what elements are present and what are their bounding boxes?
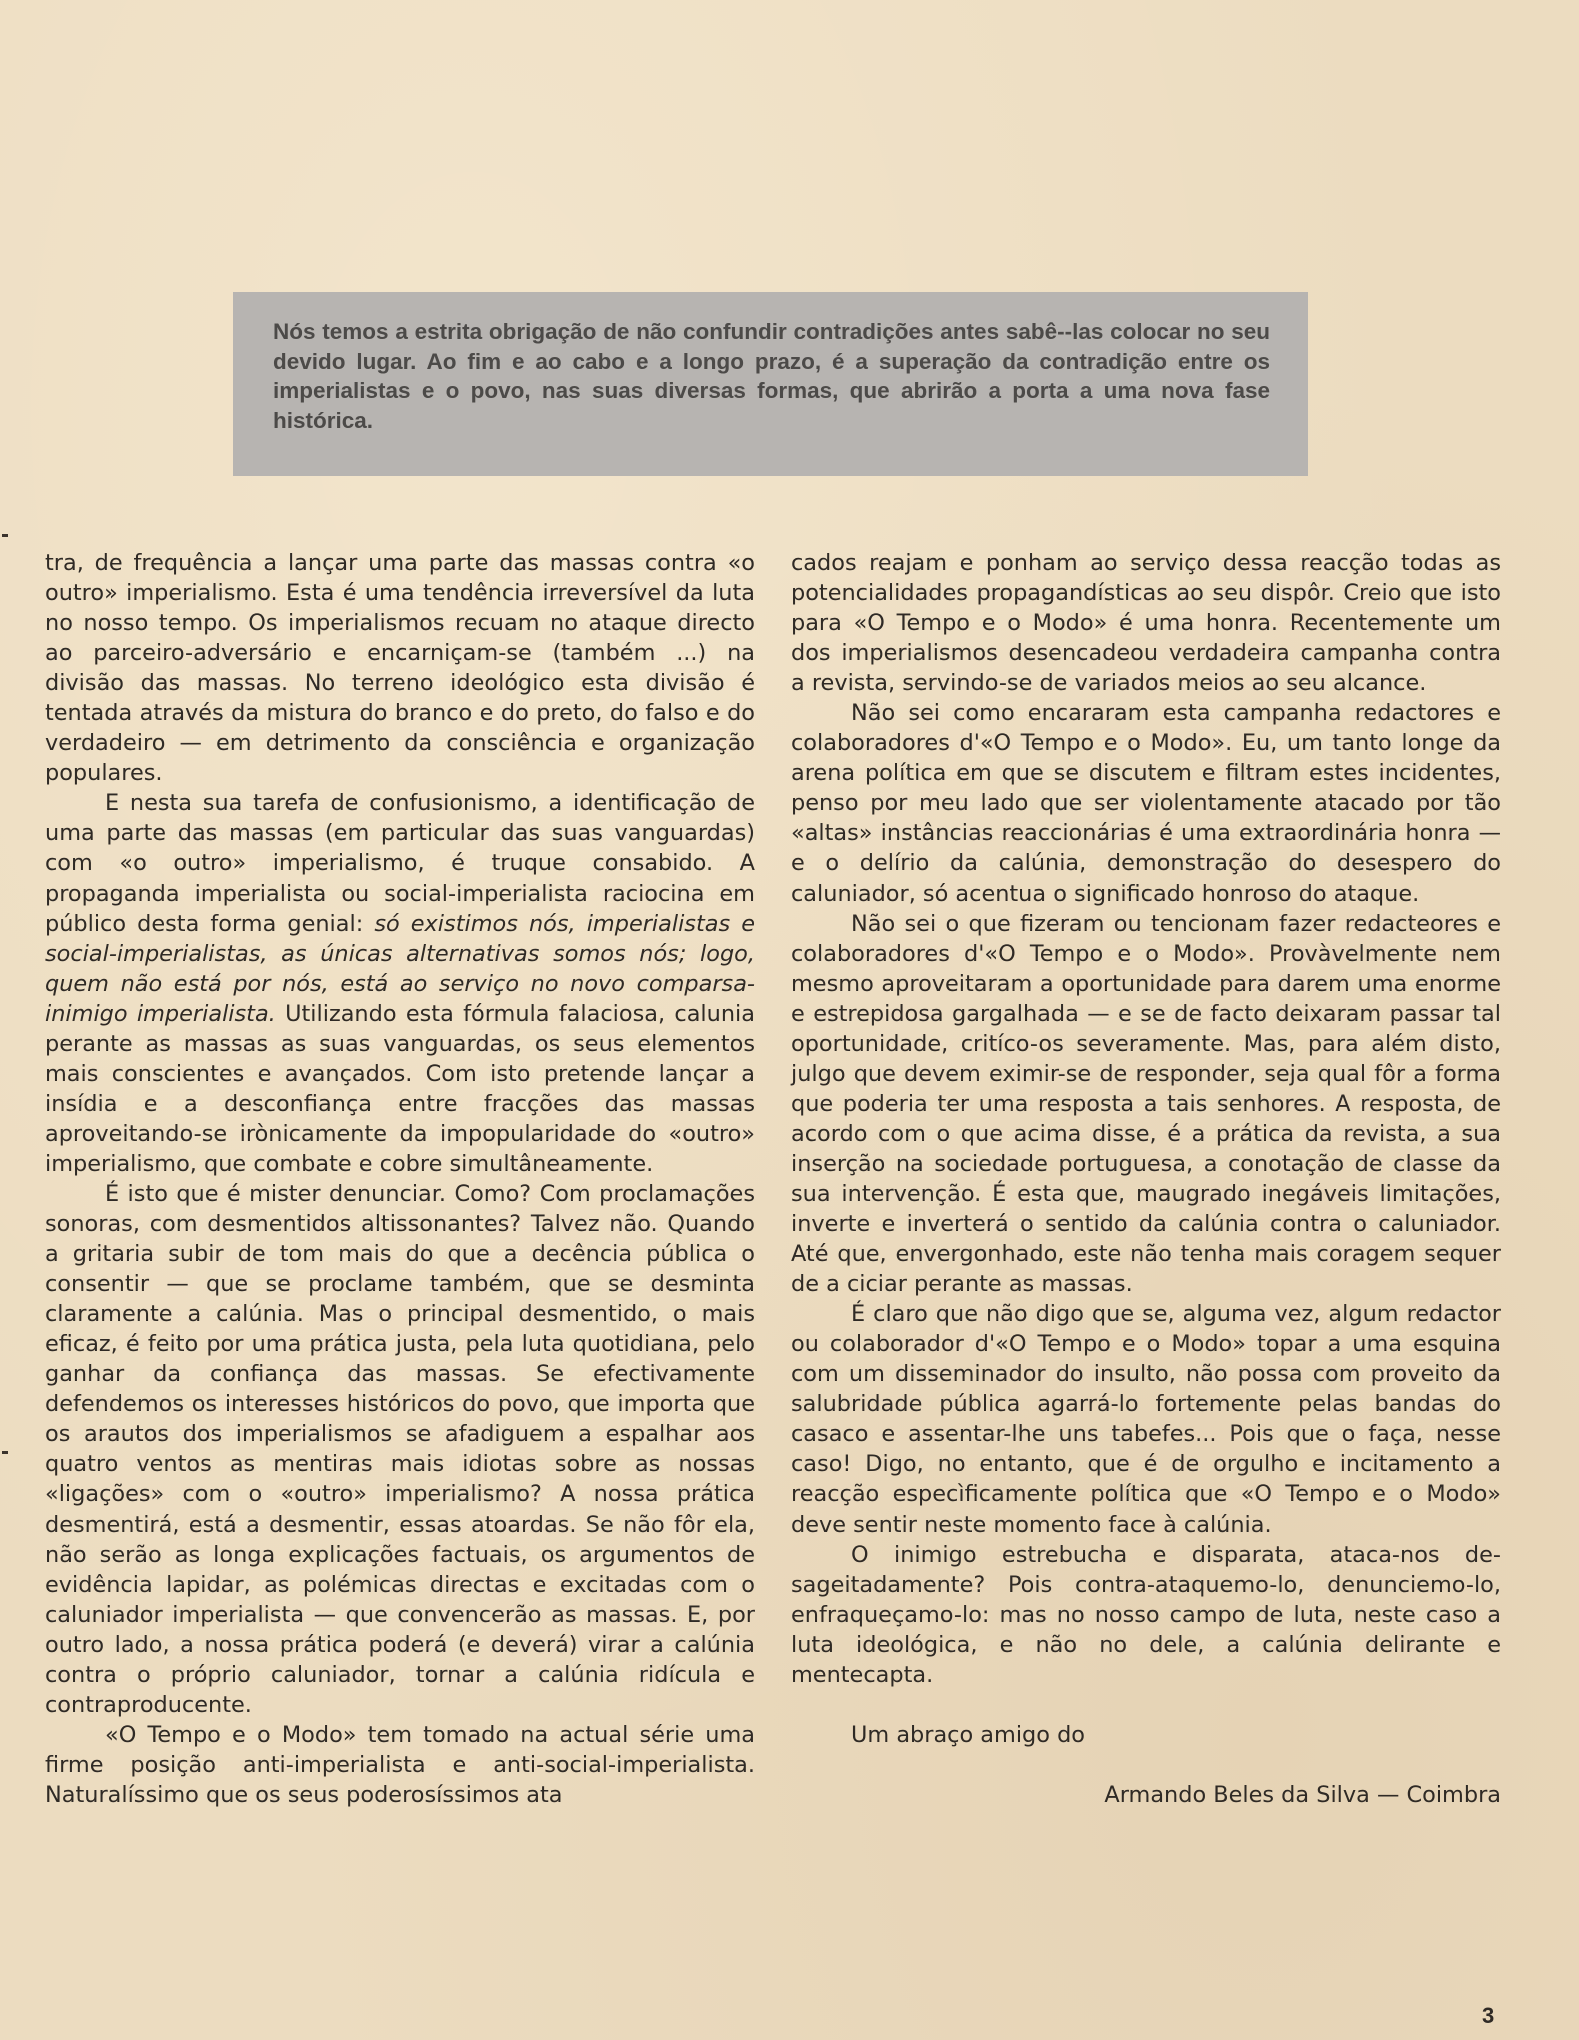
left-column [45,548,755,1810]
left-paragraph-1: tra, de frequência a lançar uma parte das massas contra «o outro» imperialismo. Esta é uma tendência irreversível da luta no nosso tempo. Os imperialismos recuam no ataque directo ao parceiro-adversário e encarniçam-se (também ...) na divisão das massas. No terreno ideológico esta divisão é tentada através da mistura do branco e do preto, do falso e do verdadeiro — em detrimento da consciência e organização populares. [45,550,755,787]
right-paragraph-4: É claro que não digo que se, alguma vez, algum redactor ou colaborador d'«O Tempo e o Modo» topar a uma esquina com um disseminador do insulto, não possa com proveito da salubridade pública agarrá-lo fortemente pelas bandas do casaco e assentar-lhe uns tabefes... Pois que o faça, nesse caso! Digo, no entanto, que é de orgulho e incitamento a reacção especìficamente política que «O Tempo e o Modo» deve sentir neste momento face à calúnia. [791,1301,1501,1538]
left-paragraph-2-end: Utilizando esta fórmula falaciosa, calunia perante as massas as suas vanguardas, os seus elementos mais conscientes e avançados. Com isto pretende lançar a insídia e a desconfiança entre fracções das massas aproveitando-se irònicamente da impopularidade do «outro» imperialismo, que combate e cobre simultâneamente. [45,1000,755,1177]
right-paragraph-2: Não sei como encararam esta campanha redactores e colaboradores d'«O Tempo e o Modo». Eu, um tanto longe da arena política em que se discutem e filtram estes incidentes, penso por meu lado que ser violentamente atacado por tão «altas» instâncias reaccionárias é uma extraordinária honra — e o delírio da calúnia, demonstração do desespero do caluniador, só acentua o significado honroso do ataque. [791,700,1501,907]
margin-mark-bottom [2,1451,8,1454]
right-column [791,548,1501,1810]
left-paragraph-2 [45,788,755,1179]
right-paragraph-1: cados reajam e ponham ao serviço dessa reacção todas as potencialidades propagandísticas ao seu dispôr. Creio que isto para «O Tempo e o Modo» é uma honra. Recentemente um dos imperialismos desencadeou verdadeira campanha contra a revista, servindo-se de variados meios ao seu alcance. [791,550,1501,697]
margin-mark-top [2,534,8,537]
left-paragraph-3: É isto que é mister denunciar. Como? Com proclamações sonoras, com desmentidos altissonantes? Talvez não. Quando a gritaria subir de tom mais do que a decência pública o consentir — que se proclame também, que se desminta claramente a calúnia. Mas o principal desmentido, o mais eficaz, é feito por uma prática justa, pela luta quotidiana, pelo ganhar da confiança das massas. Se efectivamente defendemos os interesses históricos do povo, que importa que os arautos dos imperialismos se afadiguem a espalhar aos quatro ventos as mentiras mais idiotas sobre as nossas «ligações» com o «outro» imperialismo? A nossa prática desmentirá, está a desmentir, essas atoardas. Se não fôr ela, não serão as longa explicações factuais, os argumentos de evidência lapidar, as polémicas directas e excitadas com o caluniador imperialista — que convencerão as massas. E, por outro lado, a nossa prática poderá (e deverá) virar a calúnia contra o próprio caluniador, tornar a calúnia ridícula e contraproducente. [45,1180,755,1718]
pull-quote-text: Nós temos a estrita obrigação de não confundir contradições antes sabê--las colocar no seu devido lugar. Ao fim e ao cabo e a longo prazo, é a superação da contradição entre os imperialistas e o povo, nas suas diversas formas, que abrirão a porta a uma nova fase histórica. [273,319,1270,433]
left-paragraph-4: «O Tempo e o Modo» tem tomado na actual série uma firme posição anti-imperialista e anti-social-imperialista. Naturalíssimo que os seus poderosíssimos ata [45,1721,755,1808]
closing-salutation: Um abraço amigo do [851,1721,1085,1748]
left-paragraph-2-italic: só existimos nós, imperialistas e social-imperialistas, as únicas alternativas somos nós; logo, quem não está por nós, está ao serviço no novo comparsa-inimigo imperialista. [45,910,755,1027]
right-paragraph-5: O inimigo estrebucha e disparata, ataca-nos desageitadamente? Pois contra-ataquemo-lo, denunciemo-lo, enfraqueçamo-lo: mas no nosso campo de luta, neste caso a luta ideológica, e não no dele, a calúnia delirante e mentecapta. [791,1541,1501,1688]
right-paragraph-3: Não sei o que fizeram ou tencionam fazer redacteores e colaboradores d'«O Tempo e o Modo». Provàvelmente nem mesmo aproveitaram a oportunidade para darem uma enorme e estrepidosa gargalhada — e se de facto deixaram passar tal oportunidade, critíco-os severamente. Mas, para além disto, julgo que devem eximir-se de responder, seja qual fôr a forma que poderia ter uma resposta a tais senhores. A resposta, de acordo com o que acima disse, é a prática da revista, a sua inserção na sociedade portuguesa, a conotação de classe da sua intervenção. É esta que, maugrado inegáveis limitações, inverte e inverterá o sentido da calúnia contra o caluniador. Até que, envergonhado, este não tenha mais coragem sequer de a ciciar perante as massas. [791,910,1501,1298]
pull-quote-box [233,292,1308,476]
signature: Armando Beles da Silva — Coimbra [1104,1781,1501,1808]
page-number: 3 [1482,2003,1495,2028]
left-paragraph-2-start: E nesta sua tarefa de confusionismo, a identificação de uma parte das massas (em particular das suas vanguardas) com «o outro» imperialismo, é truque consabido. A propaganda imperialista ou social-imperialista raciocina em público desta forma genial: [45,790,755,937]
